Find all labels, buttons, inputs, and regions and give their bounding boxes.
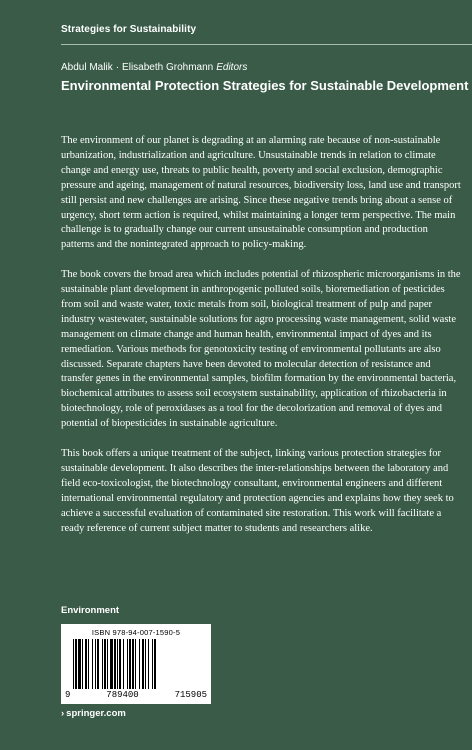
- author-role: Editors: [216, 62, 248, 73]
- barcode-digit-lead: 9: [65, 690, 71, 700]
- author-separator: ·: [115, 62, 120, 73]
- blurb-paragraph: This book offers a unique treatment of the subject, linking various protection strategies for sustainable development. It also describes the inter-relationships between the laboratory and field eco-toxicologist, the biotechnology consultant, environmental engineers and different international environmental regulatory and protection agencies and explains how they seek to achieve a successful evaluation of contaminated site restoration. This work will facilitate a ready reference of current subject matter to students and researchers alike.: [61, 448, 454, 534]
- isbn-text: ISBN 978-94-007-1590-5: [91, 628, 181, 637]
- series-name: Strategies for Sustainability: [61, 24, 197, 35]
- publisher-link[interactable]: [61, 708, 126, 719]
- barcode-digit-group: 789400: [106, 690, 139, 700]
- barcode-bars-icon: [73, 639, 199, 691]
- barcode: [61, 624, 211, 704]
- author-first: Abdul Malik: [61, 62, 113, 73]
- header-rule: [61, 44, 472, 45]
- chevron-right-icon: ›: [61, 708, 65, 719]
- barcode-digit-group: 715905: [174, 690, 207, 700]
- subject-label: Environment: [61, 605, 120, 616]
- authors-line: [61, 62, 247, 73]
- blurb-paragraph: The book covers the broad area which includes potential of rhizospheric microorganisms in the sustainable plant development in anthropogenic polluted soils, bioremediation of pesticides from soil and waste water, toxic metals from soil, biological treatment of pulp and paper industry wastewater, sustainable solutions for agro processing waste management, solid waste management on climate change and human health, environmental impact of dyes and its remediation. Various methods for genotoxicity testing of environmental pollutants are also discussed. Separate chapters have been devoted to molecular detection of resistance and transfer genes in the environmental samples, biofilm formation by the environmental bacteria, biochemical attributes to assess soil ecosystem sustainability, application of rhizobacteria in biotechnology, role of peroxidases as a tool for the decolorization and removal of dyes and potential of biopesticides in sustainable agriculture.: [61, 269, 461, 430]
- blurb: [61, 134, 461, 551]
- publisher-url: springer.com: [66, 708, 126, 719]
- blurb-paragraph: The environment of our planet is degrading at an alarming rate because of non-sustainable urbanization, industrialization and agriculture. Unsustainable trends in relation to climate change and energy use, threats to public health, poverty and social exclusion, demographic pressure and ageing, management of natural resources, biodiversity loss, land use and transport still persist and new challenges are arising. Since these negative trends bring about a sense of urgency, short term action is required, whilst maintaining a longer term perspective. The main challenge is to gradually change our current unsustainable consumption and production patterns and the nonintegrated approach to policy-making.: [61, 135, 461, 251]
- author-second: Elisabeth Grohmann: [122, 62, 214, 73]
- book-title: Environmental Protection Strategies for Sustainable Development: [61, 78, 469, 93]
- barcode-digits: [65, 690, 207, 700]
